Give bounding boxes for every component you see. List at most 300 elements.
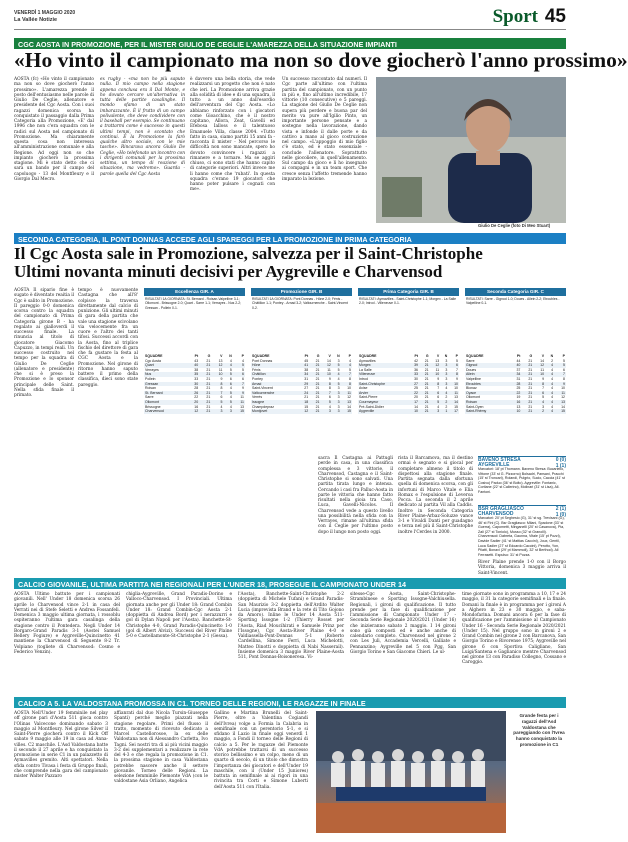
team-name: Pont Donnas [252, 358, 273, 363]
page-number: 45 [544, 6, 566, 27]
standings-header-cell: V [430, 354, 441, 359]
article2-kicker: SECONDA CATEGORIA, IL PONT DONNAS ACCEDE AGLI SPAREGGI PER LA PROMOZIONE IN PRIMA CATEGORIA [14, 233, 566, 244]
standings-header-cell: V [533, 354, 545, 359]
stat-cell: 11 [540, 367, 545, 372]
team-name: Saint-Pierre [359, 395, 378, 400]
stat-cell: 12 [321, 363, 332, 368]
team-name: Bionaz [466, 386, 477, 391]
match-report-1-header [478, 456, 566, 469]
stat-cell: 3 [445, 367, 448, 372]
stat-cell: 21 [419, 382, 430, 387]
stat-cell: 13 [240, 404, 244, 409]
team-photo-illustration [316, 711, 506, 833]
stat-cell: 21 [206, 376, 211, 381]
stat-cell: 4 [445, 386, 448, 391]
article4-col3: Gallino e Martina Brunelli del Saint-Pierre, oltre a Valentina Cogiandi dell'Ivrea) volge a Formia la Calabria in semifinale con un perentorio 5-1, e si sfidano il Lazio in finale oggi venerdì 1 maggio, a Fondi il torneo delle Regioni di calcio a 5. Per le ragazze del Piemonte VdA potrebbe trattarsi di un successo storico bellissimo e un colpo, meno di un quarto di secolo, di un titolo che dimostra l'importanza dei giocatori e dell'Under 19 maschile, con il (Under 15 Juniores) battuta in semifinale ai ai rigori in una rivincita tra Corti e Simone Luberti dell'Aosta 511 con l'Italia. [214, 711, 308, 790]
stat-cell: 4 [545, 382, 554, 387]
stat-cell: 16 [510, 400, 522, 405]
table-row [144, 409, 245, 414]
stat-cell: 3 [332, 409, 341, 414]
match-report-1 [478, 456, 566, 505]
standings-header-cell: Pt [408, 354, 419, 359]
stat-cell: 14 [347, 404, 351, 409]
stat-cell: 40 [510, 363, 522, 368]
team-name: Pollein [145, 376, 156, 381]
standings-header-cell: G [419, 354, 430, 359]
standings-header-cell: Pt [298, 354, 309, 359]
stat-cell: 6 [229, 376, 232, 381]
stat-cell: 8 [448, 372, 459, 377]
stat-cell: 7 [233, 382, 245, 387]
stat-cell: 15 [233, 409, 245, 414]
team-name: Courmayeur [358, 400, 408, 405]
standings-grid [144, 354, 245, 414]
stat-cell: 11 [233, 400, 245, 405]
stat-cell: 12 [561, 395, 565, 400]
stat-cell: 13 [516, 404, 521, 409]
stat-cell: 21 [315, 404, 320, 409]
stat-cell: 21 [309, 400, 320, 405]
stat-cell: 20 [187, 400, 199, 405]
stat-cell: 21 [424, 367, 429, 372]
team-name: Aygreville [358, 409, 408, 414]
stat-cell: 12 [533, 363, 545, 368]
stat-cell: 38 [194, 367, 199, 372]
match-2-team2: CHARVENSOD [478, 510, 514, 517]
stat-cell: 42 [414, 358, 419, 363]
stat-cell: 10 [561, 386, 565, 391]
stat-cell: 15 [554, 409, 566, 414]
stat-cell: 4 [341, 363, 352, 368]
stat-cell: 21 [315, 376, 320, 381]
stat-cell: 11 [448, 391, 459, 396]
stat-cell: 24 [298, 391, 309, 396]
team-name: Saint-Vincent [252, 386, 273, 391]
stat-cell: 13 [554, 400, 566, 405]
stat-cell: 5 [542, 395, 545, 400]
stat-cell: 5 [563, 358, 565, 363]
table-results: RISULTATI 1A GIORNATA: St. Bernard - Roisan-Valpelline 3-1; Ollomont - Brissogne 2-0; Quart - Sarre 1-1; Verrayes - Nus 2-2; Gressan - Pollein 0-1. [145, 297, 242, 310]
stat-cell: 11 [240, 395, 244, 400]
stat-cell: 3 [211, 409, 223, 414]
masthead [14, 8, 566, 30]
team-name: Valpelline [466, 376, 481, 381]
standings-grid [465, 354, 566, 414]
stat-cell: 6 [448, 363, 459, 368]
stat-cell: 15 [454, 404, 458, 409]
stat-cell: 8 [430, 382, 441, 387]
paper-name: La Vallée Notizie [14, 17, 58, 23]
stat-cell: 25 [516, 386, 521, 391]
stat-cell: 21 [309, 382, 320, 387]
stat-cell: 35 [187, 372, 199, 377]
stat-cell: 15 [304, 404, 309, 409]
stat-cell: 13 [218, 358, 223, 363]
match-2-text: Marcatori: 20' pt Seghesio (G), 31' st sg. Trevisani (G), 46' st Fini (C). Bsr Gragliasco: Milani, Spadone (33' st Guerra), Capometti, Minganelli (20' st Casanova), Pia, Zali (27' st Toniolo), Musso (32' st Granolli). Charvensod: Dabreta, Gaunna, Vitale (15' pt Pozzi), Davide Sadier (41' st Mattias Caccini), Joux, Gentil, Luca Sadier (27' st Edoardo Caccini), Perotto, Yon, Pilatti, Bonavi (29' pt Mammoli), 32' st Berthod). All Ferrasetti. Espulso: 31' st Pozza. [478, 516, 565, 557]
article3-kicker: CALCIO GIOVANILE, ULTIMA PARTITA NEI REGIONALI PER L'UNDER 18, PROSEGUE IL CAMPIONATO UNDER 14 [14, 578, 566, 589]
stat-cell: 21 [419, 391, 430, 396]
stat-cell: 9 [233, 391, 245, 396]
stat-cell: 21 [206, 358, 211, 363]
stat-cell: 5 [211, 400, 223, 405]
stat-cell: 8 [563, 376, 565, 381]
stat-cell: 14 [561, 404, 565, 409]
team-name: Introd [359, 376, 368, 381]
table-results: RISULTATI 1A GIORNATA: Pont Donnas - Hône 2-0; Fénis - Châtillon 1-1; Pontey - Arnad 3-2; Valtournenche - Saint-Vincent 0-2. [252, 297, 348, 310]
stat-cell: 10 [430, 372, 441, 377]
standings-header-cell: N [440, 354, 448, 359]
standings-header-cell: G [199, 354, 211, 359]
stat-cell: 4 [337, 376, 340, 381]
article1-col2: ex rugby - «ma non ho più saputo nulla. Il mio campo nella stagione appena conclusa era il Dal Monte, e ho dovuto cercare un'alternativa in tutta delle partite casalinghe. Il mondo sfamo di un stato imbarazzante. È il frutto di un campo polivalente, che deve condividere con il baseball per esempio. Se continuano a trattarmi come è successo in questi ultimi tempi, non è scontato che continui. E la Promozione la farò qualche altro sociale, con le mie tasche». Rincarava ancora Giulio De Ceglie, «Ho telefonato un incontro con i dirigenti comunali per la prossima settima, un tempo di reazione di situazione, ma vedremo». Guarda - parole quella del Cgc Aosta [100, 77, 185, 177]
stat-cell: 30 [414, 376, 419, 381]
article3-col2: chiglia-Aygreville, Grand Paradis-Dorino e Valloco-Charvensod. I Provinciali. Ultima giornata anche per gli Under 18: Grand Combin Under 18: Grand Combin-Cgc Aosta 2-1 (doppietta di Andrea Bord) per i nerazzurri e gol di Dylan Napoli per l'Aosta). Banchette-St-Christophe 4-0, Grand Paradis-Quincinetto 1-0 (gol di Albert Alvizi). Successi del River Plaine 5-0 e Castellamonte-St-Christophe 2-1 (Gessa). [126, 592, 232, 639]
stat-cell: 8 [349, 376, 351, 381]
standings-header-cell: G [521, 354, 533, 359]
article1-col4: Un successo raccontato dal numeri. Il Cgc parte all'ultimo con l'ultima partita del campionato, con un punto in più e, fino all'ultimo incredibile, 17 vittorie (10 consecutive) e 5 pareggi. La stagione del Giulio De Ceglie non supera più perdere e buona par del merito va pure all'Igilio Pinto, un importante persone pensate e a sostegno nella lavorazione, dando vista e infonde il dalle porte e da cattivo a mano al gioco costruzione nel campo. «L'appoggio di mio figlio c'è stato, ed è stato essenziale - conclude l'allenatore. Soprattutto nelle giocoliere, in quell'allenamento. Sul campo da gioco e lì ho insegnato ai compagni e in un team sport. Che cresce senza l'affetto tremende hanno imparato la lezione. [282, 77, 367, 182]
team-photo-caption: Grande festa per i ragazzi dell'Asd Valdostana che pareggiando con l'Ivrea hanno conquistato la promozione in C1 [513, 713, 565, 747]
stat-cell: 4 [332, 372, 341, 377]
table-row [465, 377, 566, 382]
stat-cell: 34 [298, 372, 309, 377]
stat-cell: 11 [554, 391, 566, 396]
stat-cell: 4 [551, 367, 554, 372]
stat-cell: 4 [545, 400, 554, 405]
standings-header-cell: Pt [510, 354, 522, 359]
stat-cell: 5 [332, 382, 341, 387]
team-name: Hône [251, 363, 298, 368]
standings-table-2 [251, 288, 352, 452]
stat-cell: 21 [424, 386, 429, 391]
match-report-2-header [478, 505, 566, 518]
match-1-score: 0 (0) 1 (1) [555, 457, 566, 469]
stat-cell: 9 [437, 376, 440, 381]
stat-cell: 9 [456, 376, 458, 381]
team-name: Saint-Rhémy [465, 409, 510, 414]
article2-col3: sacra Il Castagna ai Pattugli perde in casa, in una classifica complessa e 3 vittorie, il Charvensod, Castagna e il Saint-Christophe si sono salvati. Una partita tirata lungo e intensa. Cercando i casi fra Palluc-Aosta in parte le vittoria che hanno fatto risultati nella gioia tra Caso, Luca, Gavelli-Nicolos. Il Charvensod vede a questo livello una possibilità nella sfida con la Verrayes, rimane all'ultima sfida con il Ceglie per l'ultimo posto dopo il lungo non posto oggi. [318, 456, 393, 535]
stat-cell: 21 [419, 363, 430, 368]
stat-cell: 21 [199, 372, 211, 377]
stat-cell: 3 [445, 358, 448, 363]
stat-cell: 1 [440, 409, 448, 414]
stat-cell: 9 [242, 386, 244, 391]
stat-cell: 8 [220, 386, 223, 391]
stat-cell: 4 [437, 404, 440, 409]
stat-cell: 5 [242, 367, 244, 372]
stat-cell: 21 [206, 367, 211, 372]
stat-cell: 10 [510, 409, 522, 414]
stat-cell: 45 [304, 358, 309, 363]
stat-cell: 10 [448, 382, 459, 387]
stat-cell: 3 [332, 391, 341, 396]
article4-kicker: CALCIO A 5. LA VALDOSTANA PROMOSSA IN C1. TORNEO DELLE REGIONI, LE RAGAZZE IN FINALE [14, 697, 566, 708]
table-row [465, 409, 566, 414]
stat-cell: 4 [229, 404, 232, 409]
stat-cell: 39 [408, 363, 419, 368]
stat-cell: 21 [419, 400, 430, 405]
team-name: Aymavilles [359, 358, 376, 363]
team-name: Villeneuve [358, 372, 408, 377]
stat-cell: 7 [321, 391, 332, 396]
standings-header-cell: N [545, 354, 554, 359]
stat-cell: 22 [408, 391, 419, 396]
stat-cell: 13 [435, 358, 440, 363]
team-name: Fénis [252, 367, 261, 372]
stat-cell: 21 [424, 404, 429, 409]
stat-cell: 5 [321, 400, 332, 405]
stat-cell: 20 [414, 395, 419, 400]
team-name: Charvensod [144, 409, 187, 414]
stat-cell: 7 [456, 367, 458, 372]
stat-cell: 21 [304, 395, 309, 400]
stat-cell: 15 [341, 409, 352, 414]
stat-cell: 4 [551, 395, 554, 400]
article2-headline1: Il Cgc Aosta sale in Promozione, salvezza per il Saint-Christophe [14, 244, 483, 263]
team-name: Allein [465, 372, 510, 377]
table-title: Eccellenza GIR. A [144, 288, 245, 296]
stat-cell: 2 [440, 400, 448, 405]
stat-cell: 10 [533, 372, 545, 377]
stat-cell: 17 [408, 400, 419, 405]
stat-cell: 8 [328, 386, 331, 391]
stat-cell: 4 [242, 358, 244, 363]
standings-header-cell: G [309, 354, 320, 359]
stat-cell: 4 [545, 363, 554, 368]
stat-cell: 8 [341, 382, 352, 387]
stat-cell: 12 [298, 409, 309, 414]
team-name: Montjovet [251, 409, 298, 414]
stat-cell: 3 [430, 409, 441, 414]
stat-cell: 21 [206, 386, 211, 391]
stat-cell: 5 [332, 363, 341, 368]
stat-cell: 3 [440, 372, 448, 377]
stat-cell: 43 [194, 358, 199, 363]
table-title: Prima Categoria GIR. B [358, 288, 459, 296]
stat-cell: 9 [328, 376, 331, 381]
stat-cell: 2 [445, 404, 448, 409]
stat-cell: 7 [211, 391, 223, 396]
stat-cell: 14 [326, 358, 331, 363]
stat-cell: 4 [229, 395, 232, 400]
standings-header-row [144, 354, 245, 359]
stat-cell: 5 [349, 367, 351, 372]
stat-cell: 13 [341, 400, 352, 405]
stat-cell: 4 [551, 386, 554, 391]
stat-cell: 12 [211, 363, 223, 368]
stat-cell: 9 [220, 376, 223, 381]
standings-header-cell: SQUADRE [144, 354, 187, 359]
article1-kicker: CGC AOSTA IN PROMOZIONE, PER IL MISTER GIULIO DE CEGLIE L'AMAREZZA DELLA SITUAZIONE IMPIANTI [14, 38, 566, 49]
article1-headline: «Ho vinto il campionato ma non so dove giocherò l'anno prossimo» [14, 48, 628, 72]
stat-cell: 10 [454, 386, 458, 391]
stat-cell: 21 [309, 363, 320, 368]
stat-cell: 21 [521, 409, 533, 414]
stat-cell: 21 [309, 409, 320, 414]
team-photo [316, 711, 506, 833]
stat-cell: 11 [327, 367, 331, 372]
standings-header-cell: V [321, 354, 332, 359]
stat-cell: 21 [521, 363, 533, 368]
team-name: Saint-Oyen [466, 404, 484, 409]
team-name: Avise [359, 386, 368, 391]
table-row [358, 409, 459, 414]
stat-cell: 8 [321, 382, 332, 387]
standings-table-3 [358, 288, 459, 452]
standings-header-cell: N [223, 354, 232, 359]
team-name: Arvier [358, 391, 408, 396]
article2-col1: AOSTA Il sipario fine è sugato è diventato reaitia il Cgc è salito in Promozione. Il pareggio 0-0 domenica scorsa contro la squadra del campionato di Prima Categoria girone B - ha regalato ai gialloverdi il successo finale. La rinuncia al titolo di giocatore Giacomo Capuzzo, in tempi reali. Un successo costruito nel tempo per la squadra di Giulio De Ceglie (allenatore e presidente) che si è preso la Promozione e lo sponsor principale delle Saint. Nella sfida finale il primato. [14, 288, 75, 398]
stat-cell: 21 [424, 395, 429, 400]
stat-cell: 21 [419, 372, 430, 377]
stat-cell: 7 [554, 372, 566, 377]
stat-cell: 3 [440, 382, 448, 387]
stat-cell: 21 [528, 386, 533, 391]
team-name: Sarre [145, 395, 154, 400]
stat-cell: 5 [229, 367, 232, 372]
stat-cell: 18 [298, 400, 309, 405]
stat-cell: 37 [516, 367, 521, 372]
stat-cell: 40 [187, 363, 199, 368]
stat-cell: 4 [229, 358, 232, 363]
standings-header-cell: SQUADRE [251, 354, 298, 359]
team-name: St. Bernard [144, 391, 187, 396]
team-name: Nus [144, 372, 187, 377]
stat-cell: 2 [551, 358, 554, 363]
stat-cell: 36 [414, 367, 419, 372]
stat-cell: 8 [533, 382, 545, 387]
stat-cell: 11 [218, 367, 223, 372]
stat-cell: 4 [545, 409, 554, 414]
stat-cell: 14 [540, 358, 545, 363]
stat-cell: 4 [229, 386, 232, 391]
stat-cell: 4 [440, 391, 448, 396]
team-name: Valtournenche [251, 391, 298, 396]
stat-cell: 21 [521, 400, 533, 405]
team-name: Champdepraz [252, 404, 274, 409]
article3-col5: time giornate sono in programma a 10, 17 e 24 maggio, il 31 la categorie semifinali e la finale. Domani la finale è in programma per i gironi A a Alghero in 23 e 30 maggio, e saba-Mondofarina. Domani ancora 6 per la fase di qualificazione per l'ammissione al Campionato Under 16 - Seconda Serie Regionale 2020/2021 (Under 15). Nel gruppo sono in gironi 2 e Grand Combin nel girone 2 con Barcanova, San Giorgio Torino e Rivorense 1975; Aygreville nel girone 6 con Sportiva Caligliano, San Luigi/Santena e Gaglianico mentre Charvensod nel girone 13 con Paradiso Collegno, Cossano e Caroggio. [462, 592, 566, 666]
stat-cell: 21 [199, 409, 211, 414]
team-name: Châtillon [251, 372, 298, 377]
team-name: Oyace [465, 391, 510, 396]
stat-cell: 6 [233, 372, 245, 377]
stat-cell: 19 [516, 395, 521, 400]
article4-col1: AOSTA Nell'Under 19 femminile nel play off girone pari d'Aosta 511 gioca contro l'Olinas Valcecone dominando sabato 3 maggio al Montfleury. Nel girone Silver il Saint-Pierre giocherà contro il Kick Off sabato 9 maggio alle 19 in casa ad Anna-villes. C2 maschile. L'Asd Valdostana batte il secondo il 27 aprile e ha conquistato la promozione in serie C1 in un palazzetto di Aymavilles gremito. Alti spettatori. Nella sfida contro Tivasa i festa di Gruppo finali, che comprende nella gara del campionato mister Walter Pazzaro [14, 711, 108, 779]
stat-cell: 12 [187, 409, 199, 414]
team-name: Cgc Aosta [145, 358, 161, 363]
article3-col1: AOSTA Ultimo battute per i campionati giovanili. Nell' Under 18 domenica scorsa 26 aprile lo Charvensod vince 2-1 in casa del Verrati nei di Stefe Seletti e Andrea Fossanfeli. Domenica 3 maggio ultima giornata, i rossoblu ospiteranno l'ultima gara casalinga della stagione contro il Pontedera. Negli Under 14 Borgaro-Grand Paradis 3-1 (Aostei Samuel Bellery Fogiure) e Aygreville-Quincinetto 41 mantiene la Charvensod di Seguente 8-2 Tr. Volpiano (togliete di Charvensod: Cosmo e Federico Venzin). [14, 592, 120, 655]
article2-footer: River Plaine prende 1-0 con il Borgo Vittoria, domenica 3 maggio arriva il Saint-Vincent. [478, 560, 566, 576]
stat-cell: 41 [298, 363, 309, 368]
stat-cell: 31 [304, 376, 309, 381]
stat-cell: 21 [309, 391, 320, 396]
stat-cell: 4 [545, 391, 554, 396]
stat-cell: 28 [510, 382, 522, 387]
stat-cell: 14 [448, 400, 459, 405]
stat-cell: 6 [223, 382, 232, 387]
stat-cell: 4 [220, 404, 223, 409]
match-report-2 [478, 505, 566, 560]
stat-cell: 3 [332, 400, 341, 405]
stat-cell: 3 [337, 358, 340, 363]
stat-cell: 27 [304, 386, 309, 391]
stat-cell: 7 [341, 372, 352, 377]
stat-cell: 5 [430, 400, 441, 405]
team-name: Roisan [465, 400, 510, 405]
article4-col2: affianrati dal duo Nicola Tursin-Giuseppe Spanti) perché meglio piazzati nella stagione regolare. Primi del flusso il tratto, momento di ricevuto dedicato a Marcel Castellorosoe, la ex delle Valdostana non di Alessandro Carletta, Ivo Tagni. Sei nostri tra di ai più vicini maggio 3-2 dei supplementari a realizzare la rete del 4-3 e che regala la promozione in C1. la prossima stagione in casa Valdostana potrebbe nascere anche il settore giovanile. Torneo delle Regioni. La selezione femminile Piemonte VdA (con le valdostane Asia Orliano, Angelica [114, 711, 208, 785]
stat-cell: 28 [194, 386, 199, 391]
stat-cell: 17 [448, 409, 459, 414]
team-name: Etroubles [465, 382, 510, 387]
standings-header-cell: N [332, 354, 341, 359]
article1-col1: AOSTA (fc) «Ho vinto il campionato ma non so dove giocherò l'anno prossimo». L'amarezza prende il posto dell'entusiasmo nelle parole di Giulio De Ceglie, allenatore e presidente del Cgc Aosta. Con i suoi ragazzi domenica scorsa ha conquistato il passaggio dalla Prima Categoria alla Promozione, «E' dal 1996 che non c'era squadra con le radici sul Aosta nel campionato di Promozione. Ma chiaramente questa cosa non interessa all'amministrazione comunale e alla Regione. Ad oggi non so che impianto giocherò la prossima stagione. Mi è stato detto che ci sarà un bando per il campo del capoluogo - 13 del Montfleury e il Giorgio Dal Mecro. [14, 77, 94, 182]
coach-photo-caption: Giulio De Ceglie (foto Di Meo Stuart) [478, 223, 551, 228]
stat-cell: 21 [528, 404, 533, 409]
stat-cell: 4 [551, 376, 554, 381]
table-row [251, 409, 352, 414]
stat-cell: 33 [408, 372, 419, 377]
article2-headline2: Ultimi novanta minuti decisivi per Aygreville e Charvensod [14, 262, 443, 281]
standings-grid [251, 354, 352, 414]
stat-cell: 21 [315, 358, 320, 363]
stat-cell: 4 [551, 404, 554, 409]
table-title: Seconda Categoria GIR. C [465, 288, 566, 296]
stat-cell: 5 [223, 391, 232, 396]
team-name: Verrayes [145, 367, 159, 372]
stat-cell: 3 [337, 395, 340, 400]
stat-cell: 21 [199, 400, 211, 405]
standings-header-cell: V [211, 354, 223, 359]
stat-cell: 10 [347, 386, 351, 391]
stat-cell: 5 [233, 363, 245, 368]
stat-cell: 2 [445, 395, 448, 400]
stat-cell: 21 [309, 372, 320, 377]
section-title: Sport [492, 6, 538, 27]
stat-cell: 30 [187, 382, 199, 387]
stat-cell: 21 [528, 376, 533, 381]
team-name: La Salle [359, 367, 372, 372]
stat-cell: 21 [199, 391, 211, 396]
stat-cell: 3 [445, 376, 448, 381]
stat-cell: 5 [223, 372, 232, 377]
stat-cell: 6 [437, 395, 440, 400]
match-2-team1: BSR GRAGLIASCO [478, 506, 524, 512]
stat-cell: 5 [554, 363, 566, 368]
stat-cell: 5 [456, 358, 458, 363]
stat-cell: 6 [563, 367, 565, 372]
stat-cell: 25 [414, 386, 419, 391]
stat-cell: 7 [437, 386, 440, 391]
stat-cell: 21 [199, 382, 211, 387]
stat-cell: 4 [328, 404, 331, 409]
match-1-team1: BAVENO STRESA [478, 457, 521, 463]
team-name: Gignod [465, 363, 510, 368]
standings-header-cell: P [554, 354, 566, 359]
stat-cell: 44 [516, 358, 521, 363]
table-title: Promozione GIR. B [251, 288, 352, 296]
stat-cell: 21 [199, 363, 211, 368]
standings-header-cell: SQUADRE [358, 354, 408, 359]
stat-cell: 6 [328, 395, 331, 400]
stat-cell: 10 [321, 372, 332, 377]
stat-cell: 10 [408, 409, 419, 414]
stat-cell: 34 [510, 372, 522, 377]
stat-cell: 21 [424, 376, 429, 381]
stat-cell: 21 [206, 404, 211, 409]
standings-header-cell: P [233, 354, 245, 359]
team-name: Roisan [145, 386, 156, 391]
stat-cell: 5 [223, 400, 232, 405]
stat-cell: 21 [315, 395, 320, 400]
